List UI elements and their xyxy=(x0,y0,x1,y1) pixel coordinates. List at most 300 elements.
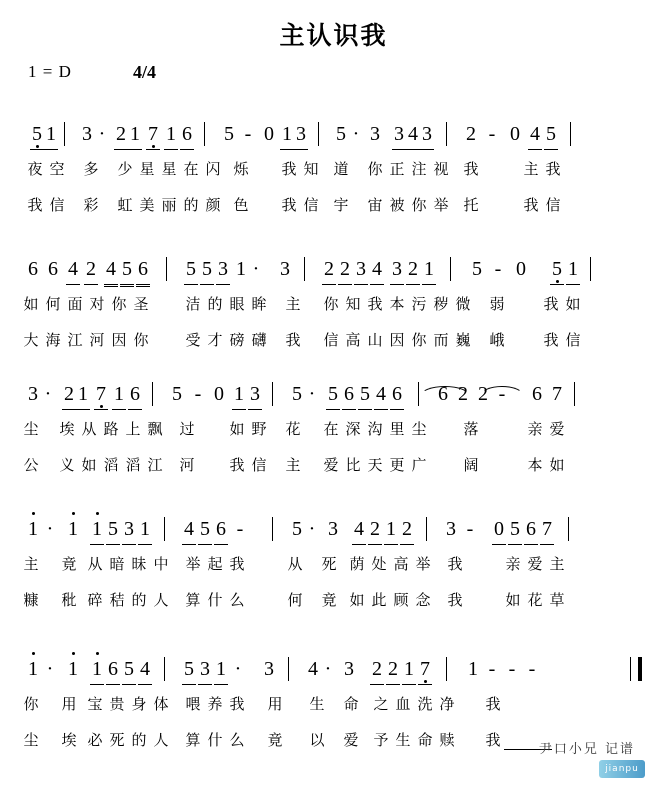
lyric-char: 色 xyxy=(233,196,249,214)
lyric-char: 我 xyxy=(281,160,297,178)
lyric-char: 身 xyxy=(131,695,147,713)
note-token: 6 xyxy=(28,258,38,280)
lyric-char: 烁 xyxy=(233,160,249,178)
lyric-char: 贵 xyxy=(109,695,125,713)
lyric-char: 托 xyxy=(463,196,479,214)
note-token: 1 xyxy=(468,658,478,680)
lyric-char: 什 xyxy=(207,591,223,609)
barline xyxy=(568,517,569,541)
lyric-char: 微 xyxy=(455,295,471,313)
lyric-char: 道 xyxy=(333,160,349,178)
note-token: 5 xyxy=(182,655,196,685)
lyric-char: 本 xyxy=(389,295,405,313)
lyric-char: 秽 xyxy=(433,295,449,313)
lyric-char: 眼 xyxy=(229,295,245,313)
note-token: 4 xyxy=(406,120,420,150)
lyric-char: 星 xyxy=(161,160,177,178)
music-system xyxy=(22,515,646,613)
lyric-char: 我 xyxy=(281,196,297,214)
lyric-char: 尘 xyxy=(23,731,39,749)
note-token: 5 xyxy=(336,123,346,145)
lyric-char: 河 xyxy=(89,331,105,349)
note-token: 2 xyxy=(458,383,468,405)
note-token: 5 xyxy=(30,120,44,150)
lyric-char: 我 xyxy=(485,731,501,749)
music-system xyxy=(22,255,646,353)
lyric-char: 江 xyxy=(147,456,163,474)
note-token: 2 xyxy=(114,120,128,150)
note-token: 7 xyxy=(552,383,562,405)
lyric-char: 用 xyxy=(267,695,283,713)
note-token: 4 xyxy=(308,658,318,680)
note-token: 6 xyxy=(136,255,150,287)
note-token: 5 xyxy=(184,255,198,285)
note-token: 5 xyxy=(122,655,136,685)
lyric-char: 用 xyxy=(61,695,77,713)
lyric-char: 信 xyxy=(323,331,339,349)
lyric-char: 亲 xyxy=(527,420,543,438)
lyric-char: 因 xyxy=(111,331,127,349)
lyric-char: 天 xyxy=(367,456,383,474)
lyric-char: 荫 xyxy=(349,555,365,573)
lyric-row xyxy=(22,291,646,317)
note-token: - xyxy=(498,383,506,405)
lyric-char: 广 xyxy=(411,456,427,474)
lyric-char: 何 xyxy=(45,295,61,313)
lyric-char: 埃 xyxy=(61,731,77,749)
note-token: 1 xyxy=(76,380,90,410)
note-token: 3 xyxy=(344,658,354,680)
lyric-char: 丽 xyxy=(161,196,177,214)
lyric-char: 尘 xyxy=(23,420,39,438)
note-token: 6 xyxy=(180,120,194,150)
lyric-char: 的 xyxy=(207,295,223,313)
lyric-char: 因 xyxy=(389,331,405,349)
note-token: 5 xyxy=(550,255,564,285)
page-title: 主认识我 xyxy=(279,21,388,50)
lyric-row xyxy=(22,587,646,613)
lyric-char: 宝 xyxy=(87,695,103,713)
lyric-char: 义 xyxy=(59,456,75,474)
note-token: · xyxy=(324,658,332,680)
lyric-row xyxy=(22,416,646,442)
note-token: 4 xyxy=(370,255,384,285)
lyric-char: 主 xyxy=(23,555,39,573)
note-token: · xyxy=(46,658,54,680)
lyric-char: 磅 xyxy=(229,331,245,349)
lyric-char: 圣 xyxy=(133,295,149,313)
note-token: 5 xyxy=(106,515,120,545)
lyric-char: 从 xyxy=(287,555,303,573)
lyric-char: 里 xyxy=(389,420,405,438)
note-token: 5 xyxy=(172,383,182,405)
note-token: 5 xyxy=(508,515,522,545)
lyric-char: 宇 xyxy=(333,196,349,214)
note-token: 4 xyxy=(182,515,196,545)
lyric-char: 从 xyxy=(81,420,97,438)
lyric-char: 在 xyxy=(183,160,199,178)
lyric-char: 秸 xyxy=(109,591,125,609)
lyric-char: 我 xyxy=(543,331,559,349)
note-token: 3 xyxy=(328,518,338,540)
lyric-char: 信 xyxy=(49,196,65,214)
lyric-char: 洁 xyxy=(185,295,201,313)
lyric-char: 如 xyxy=(229,420,245,438)
lyric-char: 必 xyxy=(87,731,103,749)
lyric-char: 予 xyxy=(373,731,389,749)
lyric-char: 净 xyxy=(439,695,455,713)
note-token: · xyxy=(98,123,106,145)
lyric-char: 的 xyxy=(131,731,147,749)
lyric-char: 过 xyxy=(179,420,195,438)
lyric-char: 你 xyxy=(411,331,427,349)
lyric-char: 暗 xyxy=(109,555,125,573)
note-token: 5 xyxy=(200,255,214,285)
note-token: 1 xyxy=(164,120,178,150)
lyric-char: 星 xyxy=(139,160,155,178)
barline xyxy=(446,122,447,146)
lyric-char: 江 xyxy=(67,331,83,349)
note-token: 2 xyxy=(322,255,336,285)
note-token: 2 xyxy=(386,655,400,685)
lyric-char: 上 xyxy=(125,420,141,438)
note-token: · xyxy=(308,383,316,405)
note-token: · xyxy=(44,383,52,405)
lyric-char: 么 xyxy=(229,591,245,609)
lyric-char: 而 xyxy=(433,331,449,349)
lyric-char: 此 xyxy=(371,591,387,609)
note-token: 1 xyxy=(26,655,40,683)
lyric-char: 被 xyxy=(389,196,405,214)
note-token: - xyxy=(528,658,536,680)
lyric-char: 么 xyxy=(229,731,245,749)
lyric-char: 举 xyxy=(433,196,449,214)
note-token: 2 xyxy=(466,123,476,145)
barline xyxy=(152,382,153,406)
lyric-char: 死 xyxy=(321,555,337,573)
note-token: 1 xyxy=(138,515,152,545)
lyric-char: 高 xyxy=(345,331,361,349)
lyric-char: 如 xyxy=(23,295,39,313)
note-token: 3 xyxy=(122,515,136,545)
lyric-char: 爱 xyxy=(549,420,565,438)
lyric-char: 主 xyxy=(523,160,539,178)
lyric-char: 大 xyxy=(23,331,39,349)
lyric-char: 人 xyxy=(153,731,169,749)
note-token: 3 xyxy=(198,655,212,685)
lyric-char: 洗 xyxy=(417,695,433,713)
score-meta xyxy=(28,62,157,82)
note-token: 2 xyxy=(406,255,420,285)
lyric-char: 如 xyxy=(549,456,565,474)
lyric-char: 体 xyxy=(153,695,169,713)
notation-row xyxy=(22,655,646,685)
barline xyxy=(304,257,305,281)
lyric-char: 生 xyxy=(395,731,411,749)
lyric-char: 你 xyxy=(411,196,427,214)
lyric-char: 空 xyxy=(49,160,65,178)
note-token: - xyxy=(244,123,252,145)
note-token: 6 xyxy=(128,380,142,410)
note-token: 2 xyxy=(62,380,76,410)
time-signature: 4/4 xyxy=(133,62,157,82)
note-token: 5 xyxy=(120,255,134,287)
lyric-char: 高 xyxy=(393,555,409,573)
barline xyxy=(288,657,289,681)
lyric-char: 花 xyxy=(527,591,543,609)
lyric-char: 竟 xyxy=(267,731,283,749)
note-token: 3 xyxy=(370,123,380,145)
note-token: 7 xyxy=(94,380,108,410)
lyric-char: 如 xyxy=(81,456,97,474)
lyric-char: 血 xyxy=(395,695,411,713)
note-token: 3 xyxy=(216,255,230,285)
note-token: 4 xyxy=(138,655,152,685)
lyric-char: 爱 xyxy=(527,555,543,573)
lyric-char: 死 xyxy=(109,731,125,749)
note-token: 1 xyxy=(90,515,104,545)
lyric-char: 起 xyxy=(207,555,223,573)
note-token: 1 xyxy=(66,655,80,683)
note-token: 4 xyxy=(352,515,366,545)
note-token: 1 xyxy=(214,655,228,685)
note-token: 6 xyxy=(48,258,58,280)
note-token: 3 xyxy=(420,120,434,150)
note-token: 1 xyxy=(66,515,80,543)
lyric-char: 污 xyxy=(411,295,427,313)
note-token: 2 xyxy=(478,383,488,405)
lyric-char: 主 xyxy=(549,555,565,573)
barline xyxy=(418,382,419,406)
lyric-char: 养 xyxy=(207,695,223,713)
note-token: 2 xyxy=(368,515,382,545)
lyric-char: 碎 xyxy=(87,591,103,609)
lyric-char: 我 xyxy=(485,695,501,713)
lyric-char: 算 xyxy=(185,731,201,749)
lyric-char: 海 xyxy=(45,331,61,349)
lyric-char: 喂 xyxy=(185,695,201,713)
lyric-char: 亲 xyxy=(505,555,521,573)
note-token: 0 xyxy=(264,123,274,145)
lyric-row xyxy=(22,327,646,353)
lyric-row xyxy=(22,691,646,717)
lyric-char: 巍 xyxy=(455,331,471,349)
barline xyxy=(64,122,65,146)
lyric-char: 我 xyxy=(367,295,383,313)
lyric-char: 念 xyxy=(415,591,431,609)
lyric-char: 多 xyxy=(83,160,99,178)
music-system xyxy=(22,120,646,218)
lyric-char: 美 xyxy=(139,196,155,214)
note-token: · xyxy=(252,258,260,280)
composer-credit: 尹口小兄 记谱 xyxy=(538,742,635,757)
note-token: 3 xyxy=(446,518,456,540)
lyric-char: 在 xyxy=(323,420,339,438)
lyric-char: 滔 xyxy=(103,456,119,474)
barline xyxy=(204,122,205,146)
note-token: 6 xyxy=(342,380,356,410)
lyric-char: 秕 xyxy=(61,591,77,609)
note-token: 6 xyxy=(524,515,538,545)
lyric-char: 爱 xyxy=(343,731,359,749)
note-token: 3 xyxy=(82,123,92,145)
lyric-char: 我 xyxy=(229,456,245,474)
note-token: 6 xyxy=(214,515,228,545)
lyric-char: 信 xyxy=(303,196,319,214)
lyric-char: 颜 xyxy=(205,196,221,214)
lyric-char: 信 xyxy=(545,196,561,214)
lyric-char: 面 xyxy=(67,295,83,313)
lyric-char: 如 xyxy=(565,295,581,313)
note-token: 5 xyxy=(544,120,558,150)
note-token: 2 xyxy=(370,655,384,685)
lyric-char: 我 xyxy=(543,295,559,313)
note-token: 4 xyxy=(104,255,118,287)
lyric-char: 知 xyxy=(345,295,361,313)
lyric-char: 你 xyxy=(323,295,339,313)
barline xyxy=(574,382,575,406)
note-token: - xyxy=(488,658,496,680)
lyric-char: 处 xyxy=(371,555,387,573)
note-token: - xyxy=(466,518,474,540)
note-token: 2 xyxy=(400,515,414,545)
lyric-char: 埃 xyxy=(59,420,75,438)
note-token: 1 xyxy=(236,258,246,280)
lyric-char: 正 xyxy=(389,160,405,178)
lyric-char: 主 xyxy=(285,456,301,474)
note-token: 3 xyxy=(390,255,404,285)
lyric-char: 我 xyxy=(447,555,463,573)
lyric-char: 夜 xyxy=(27,160,43,178)
lyric-char: 我 xyxy=(229,695,245,713)
lyric-char: 路 xyxy=(103,420,119,438)
lyric-char: 礴 xyxy=(251,331,267,349)
lyric-char: 我 xyxy=(27,196,43,214)
lyric-char: 虹 xyxy=(117,196,133,214)
note-token: 6 xyxy=(390,380,404,410)
lyric-char: 我 xyxy=(229,555,245,573)
note-token: 4 xyxy=(374,380,388,410)
barline xyxy=(570,122,571,146)
note-token: 6 xyxy=(438,383,448,405)
lyric-char: 你 xyxy=(111,295,127,313)
note-token: 6 xyxy=(532,383,542,405)
lyric-char: 糠 xyxy=(23,591,39,609)
lyric-char: 何 xyxy=(287,591,303,609)
note-token: 5 xyxy=(292,383,302,405)
lyric-char: 算 xyxy=(185,591,201,609)
note-token: 1 xyxy=(402,655,416,685)
lyric-char: 命 xyxy=(417,731,433,749)
lyric-char: 草 xyxy=(549,591,565,609)
watermark-badge: jianpu xyxy=(599,760,645,778)
lyric-char: 如 xyxy=(349,591,365,609)
lyric-row xyxy=(22,156,646,182)
lyric-char: 受 xyxy=(185,331,201,349)
lyric-char: 如 xyxy=(505,591,521,609)
note-token: 7 xyxy=(418,655,432,685)
note-token: 4 xyxy=(66,255,80,285)
lyric-char: 比 xyxy=(345,456,361,474)
music-system xyxy=(22,380,646,478)
lyric-char: 以 xyxy=(309,731,325,749)
barline xyxy=(272,517,273,541)
note-token: · xyxy=(352,123,360,145)
note-token: · xyxy=(234,658,242,680)
key-signature: 1 = D xyxy=(28,62,72,81)
lyric-char: 滔 xyxy=(125,456,141,474)
lyric-row xyxy=(22,551,646,577)
lyric-char: 对 xyxy=(89,295,105,313)
lyric-char: 我 xyxy=(463,160,479,178)
barline xyxy=(446,657,447,681)
lyric-char: 赎 xyxy=(439,731,455,749)
lyric-char: 我 xyxy=(447,591,463,609)
lyric-char: 眸 xyxy=(251,295,267,313)
note-token: 3 xyxy=(248,380,262,410)
lyric-char: 你 xyxy=(23,695,39,713)
note-token: 4 xyxy=(528,120,542,150)
lyric-char: 信 xyxy=(251,456,267,474)
lyric-char: 弱 xyxy=(489,295,505,313)
note-token: 1 xyxy=(280,120,294,150)
lyric-char: 落 xyxy=(463,420,479,438)
note-token: 1 xyxy=(26,515,40,543)
note-token: - xyxy=(236,518,244,540)
note-token: 1 xyxy=(128,120,142,150)
lyric-char: 爱 xyxy=(323,456,339,474)
lyric-char: 的 xyxy=(183,196,199,214)
note-token: - xyxy=(508,658,516,680)
note-token: 5 xyxy=(224,123,234,145)
lyric-char: 才 xyxy=(207,331,223,349)
notation-row xyxy=(22,255,646,285)
note-token: 2 xyxy=(84,255,98,285)
lyric-char: 更 xyxy=(389,456,405,474)
lyric-char: 公 xyxy=(23,456,39,474)
note-token: 0 xyxy=(516,258,526,280)
lyric-char: 本 xyxy=(527,456,543,474)
note-token: 0 xyxy=(510,123,520,145)
lyric-char: 宙 xyxy=(367,196,383,214)
note-token: 5 xyxy=(358,380,372,410)
lyric-char: 的 xyxy=(131,591,147,609)
barline xyxy=(166,257,167,281)
note-token: 5 xyxy=(326,380,340,410)
lyric-char: 之 xyxy=(373,695,389,713)
lyric-char: 竟 xyxy=(321,591,337,609)
note-token: 3 xyxy=(392,120,406,150)
lyric-char: 人 xyxy=(153,591,169,609)
lyric-char: 阔 xyxy=(463,456,479,474)
note-token: 3 xyxy=(354,255,368,285)
lyric-char: 竟 xyxy=(61,555,77,573)
note-token: 1 xyxy=(44,120,58,150)
lyric-char: 举 xyxy=(415,555,431,573)
lyric-char: 花 xyxy=(285,420,301,438)
barline xyxy=(272,382,273,406)
lyric-char: 顾 xyxy=(393,591,409,609)
notation-row xyxy=(22,515,646,545)
note-token: - xyxy=(488,123,496,145)
note-token: 5 xyxy=(472,258,482,280)
note-token: 0 xyxy=(492,515,506,545)
lyric-char: 你 xyxy=(133,331,149,349)
note-token: - xyxy=(194,383,202,405)
lyric-char: 什 xyxy=(207,731,223,749)
note-token: · xyxy=(308,518,316,540)
barline xyxy=(426,517,427,541)
